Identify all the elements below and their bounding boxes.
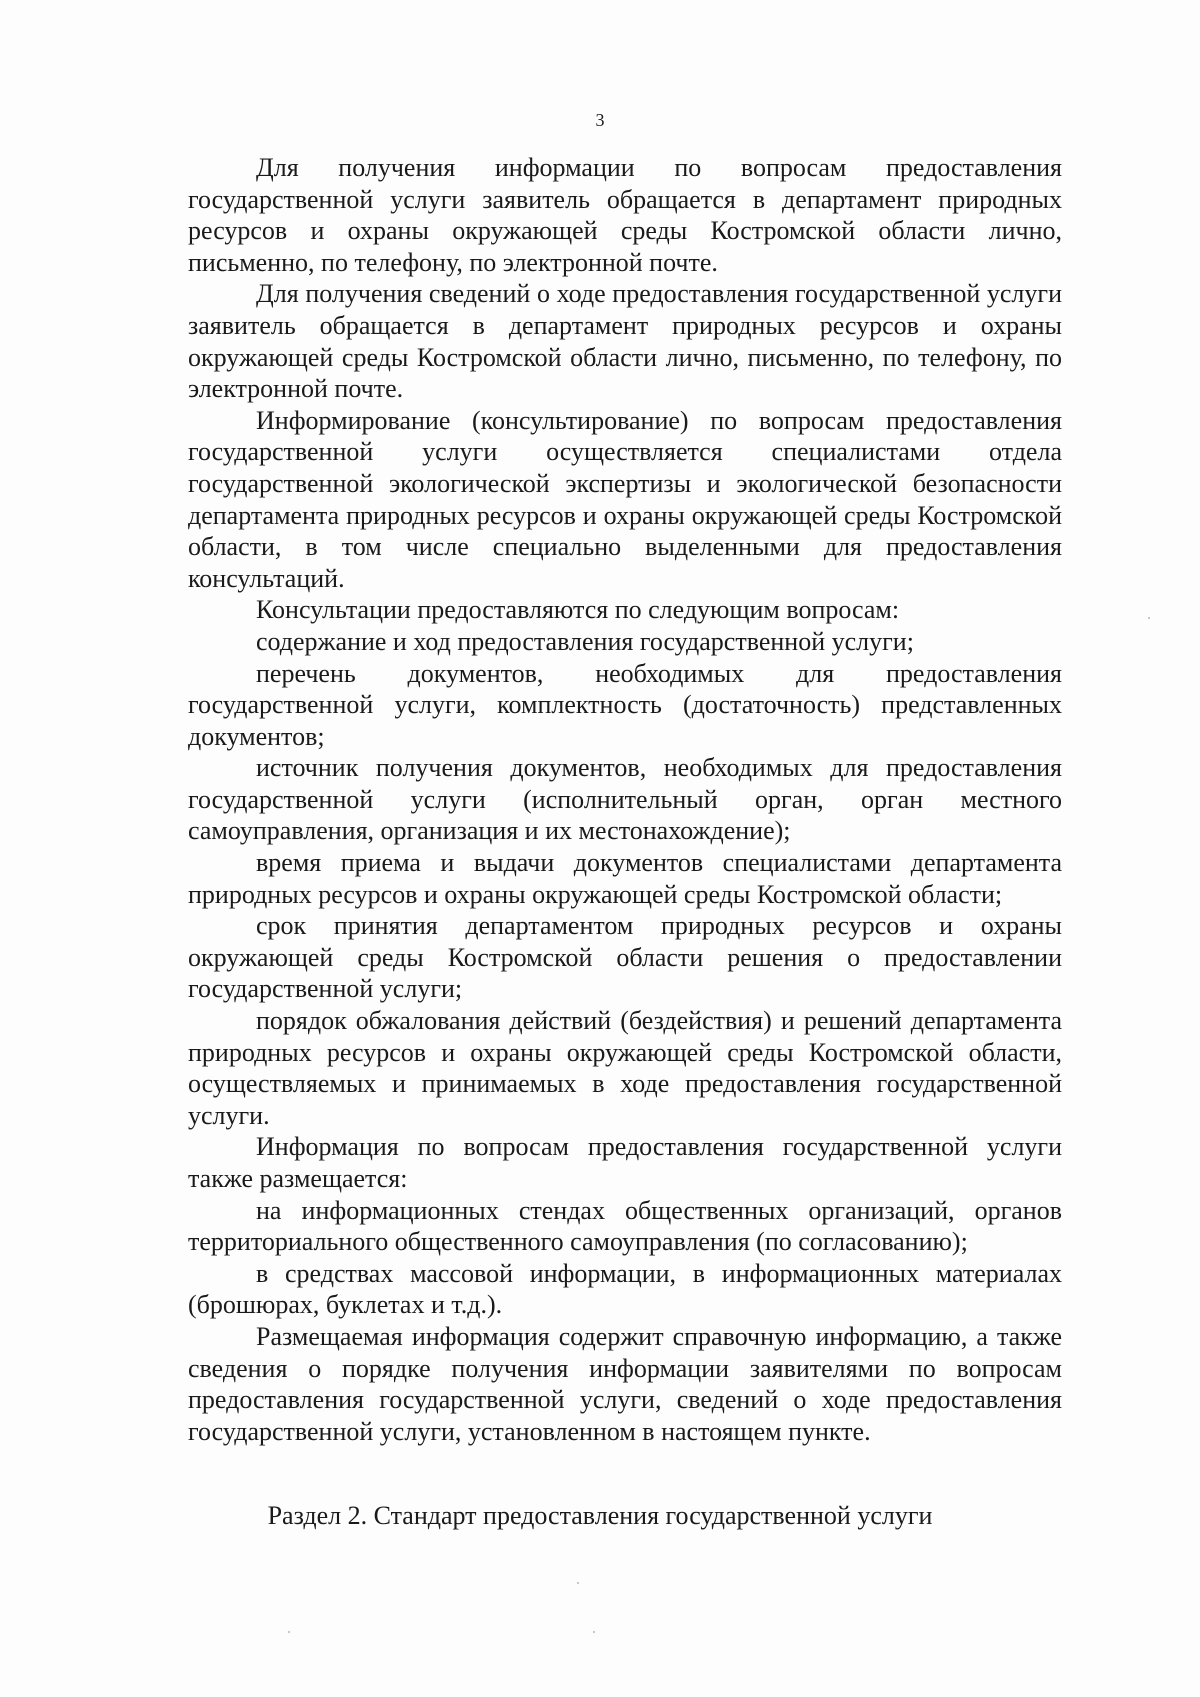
list-item-appeal-procedure: порядок обжалования действий (бездействия) и решений департамента природных ресурсов и охраны окружающей среды Костромской области, осуществляемых и принимаемых в ходе предоставления государственной услуги. xyxy=(188,1006,1062,1130)
document-body xyxy=(188,152,1062,1447)
list-item-content-and-progress: содержание и ход предоставления государственной услуги; xyxy=(256,626,914,656)
paragraph-information-placement: Информация по вопросам предоставления государственной услуги также размещается: xyxy=(188,1132,1062,1193)
section-heading: Раздел 2. Стандарт предоставления государственной услуги xyxy=(267,1501,933,1530)
list-item-decision-deadline: срок принятия департаментом природных ресурсов и охраны окружающей среды Костромской области решения о предоставлении государственной услуги; xyxy=(188,911,1062,1004)
paragraph-contact-info: Для получения информации по вопросам предоставления государственной услуги заявитель обращается в департамент природных ресурсов и охраны окружающей среды Костромской области лично, письменно, по телефону, по электронной почте. xyxy=(188,153,1062,277)
list-item-documents-list: перечень документов, необходимых для предоставления государственной услуги, комплектность (достаточность) представленных документов; xyxy=(188,658,1062,751)
list-item-reception-time: время приема и выдачи документов специалистами департамента природных ресурсов и охраны окружающей среды Костромской области; xyxy=(188,848,1062,909)
paragraph-progress-info: Для получения сведений о ходе предоставления государственной услуги заявитель обращается в департамент природных ресурсов и охраны окружающей среды Костромской области лично, письменно, по телефону, по электронной почте. xyxy=(188,279,1062,404)
scan-speck xyxy=(288,1631,290,1633)
paragraph-posted-information: Размещаемая информация содержит справочную информацию, а также сведения о порядке получения информации заявителями по вопросам предоставления государственной услуги, сведений о ходе предоставления государственной услуги, установленном в настоящем пункте. xyxy=(188,1321,1062,1446)
paragraph-consulting: Информирование (консультирование) по вопросам предоставления государственной услуги осуществляется специалистами отдела государственной экологической экспертизы и экологической безопасности департамента природных ресурсов и охраны окружающей среды Костромской области, в том числе специально выделенными для предоставления консультаций. xyxy=(188,405,1062,593)
list-item-mass-media: в средствах массовой информации, в информационных материалах (брошюрах, буклетах и т.д.). xyxy=(188,1258,1062,1320)
list-item-info-stands: на информационных стендах общественных организаций, органов территориального общественного самоуправления (по согласованию); xyxy=(188,1195,1062,1257)
scan-speck xyxy=(1148,617,1150,619)
scan-speck xyxy=(593,1631,595,1633)
paragraph-consultation-topics: Консультации предоставляются по следующим вопросам: xyxy=(256,595,900,625)
scan-speck xyxy=(577,1582,579,1584)
page-number: 3 xyxy=(595,110,605,130)
list-item-documents-source: источник получения документов, необходимых для предоставления государственной услуги (исполнительный орган, орган местного самоуправления, организация и их местонахождение); xyxy=(188,753,1062,846)
